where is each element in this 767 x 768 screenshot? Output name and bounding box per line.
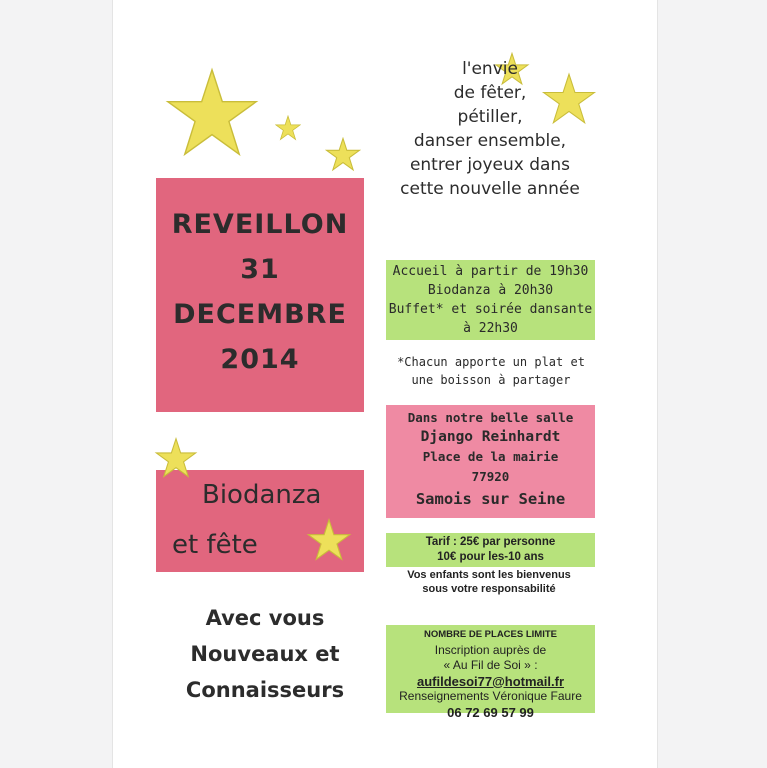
star-icon [306,518,352,562]
fete-label: et fête [172,530,258,560]
schedule-line: Biodanza à 20h30 [427,283,554,298]
title-box [156,178,364,412]
welcome-line: Nouveaux et [190,642,340,666]
title-line: DECEMBRE [173,299,347,330]
schedule-line: Accueil à partir de 19h30 [392,264,589,279]
tagline-line: danser ensemble, [413,131,567,151]
phone-number: 06 72 69 57 99 [447,704,534,720]
tagline-line: pétiller, [457,107,523,127]
tarif-line: 10€ pour les-10 ans [437,551,544,563]
children-line: Vos enfants sont les bienvenus [407,569,571,581]
email-link[interactable]: aufildesoi77@hotmail.fr [416,673,565,689]
welcome-line: Connaisseurs [185,678,345,702]
note-line: une boisson à partager [411,373,571,387]
schedule-line: à 22h30 [463,321,518,336]
star-icon [154,437,198,479]
venue-name: Django Reinhardt [420,428,561,445]
buffet-note [380,353,602,389]
tagline-line: cette nouvelle année [400,179,580,199]
venue-town: Samois sur Seine [415,490,566,508]
welcome-line: Avec vous [205,606,325,630]
star-icon [164,66,260,160]
places-heading: NOMBRE DE PLACES LIMITE [423,629,557,640]
tagline-line: de fêter, [453,83,527,103]
title-line: 2014 [220,344,300,375]
star-icon [275,115,301,141]
venue-line: Place de la mairie [422,449,559,464]
schedule-line: Buffet* et soirée dansante [388,302,593,317]
welcome-text [158,600,372,708]
places-line: Inscription auprès de [434,642,547,657]
tagline-line: l'envie [462,59,518,79]
children-line: sous votre responsabilité [422,583,556,595]
venue-box [386,405,595,518]
title-line: 31 [240,254,280,285]
biodanza-label: Biodanza [202,480,322,510]
places-line: « Au Fil de Soi » : [443,658,538,672]
schedule-box [386,260,595,340]
note-line: *Chacun apporte un plat et [397,355,585,369]
tarif-line: Tarif : 25€ par personne [425,536,556,548]
tagline-line: entrer joyeux dans [409,155,571,175]
title-line: REVEILLON [171,209,349,240]
children-note [372,568,606,596]
venue-postcode: 77920 [471,468,510,484]
venue-line: Dans notre belle salle [407,410,574,425]
tarif-box [386,533,595,567]
contact-line: Renseignements Véronique Faure [399,689,582,703]
places-box [386,625,595,720]
tagline [355,57,625,201]
